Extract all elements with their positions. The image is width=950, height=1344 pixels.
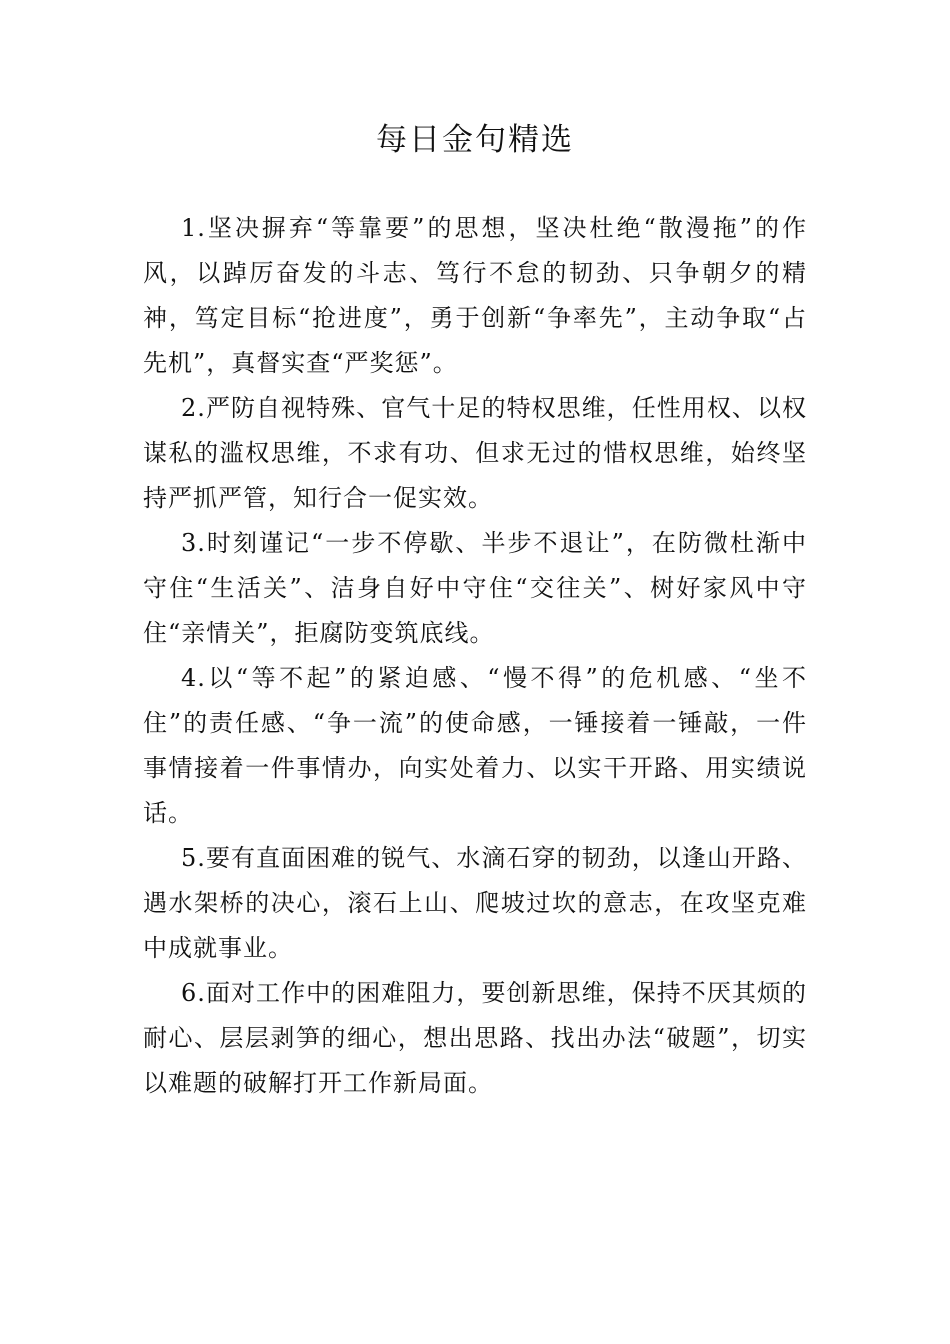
document-body [143,206,807,1106]
paragraph-4: 4.以“等不起”的紧迫感、“慢不得”的危机感、“坐不住”的责任感、“争一流”的使命感，一锤接着一锤敲，一件事情接着一件事情办，向实处着力、以实干开路、用实绩说话。 [143,664,807,827]
paragraph-3: 3.时刻谨记“一步不停歇、半步不退让”，在防微杜渐中守住“生活关”、洁身自好中守住“交往关”、树好家风中守住“亲情关”，拒腐防变筑底线。 [143,529,807,647]
paragraph-5: 5.要有直面困难的锐气、水滴石穿的韧劲，以逢山开路、遇水架桥的决心，滚石上山、爬坡过坎的意志，在攻坚克难中成就事业。 [143,844,807,962]
paragraph-1: 1.坚决摒弃“等靠要”的思想，坚决杜绝“散漫拖”的作风，以踔厉奋发的斗志、笃行不怠的韧劲、只争朝夕的精神，笃定目标“抢进度”，勇于创新“争率先”，主动争取“占先机”，真督实查“严奖惩”。 [143,214,807,377]
paragraph-6: 6.面对工作中的困难阻力，要创新思维，保持不厌其烦的耐心、层层剥笋的细心，想出思路、找出办法“破题”，切实以难题的破解打开工作新局面。 [143,979,807,1097]
paragraph-2: 2.严防自视特殊、官气十足的特权思维，任性用权、以权谋私的滥权思维，不求有功、但求无过的惜权思维，始终坚持严抓严管，知行合一促实效。 [143,394,807,512]
page-title: 每日金句精选 [376,122,574,158]
